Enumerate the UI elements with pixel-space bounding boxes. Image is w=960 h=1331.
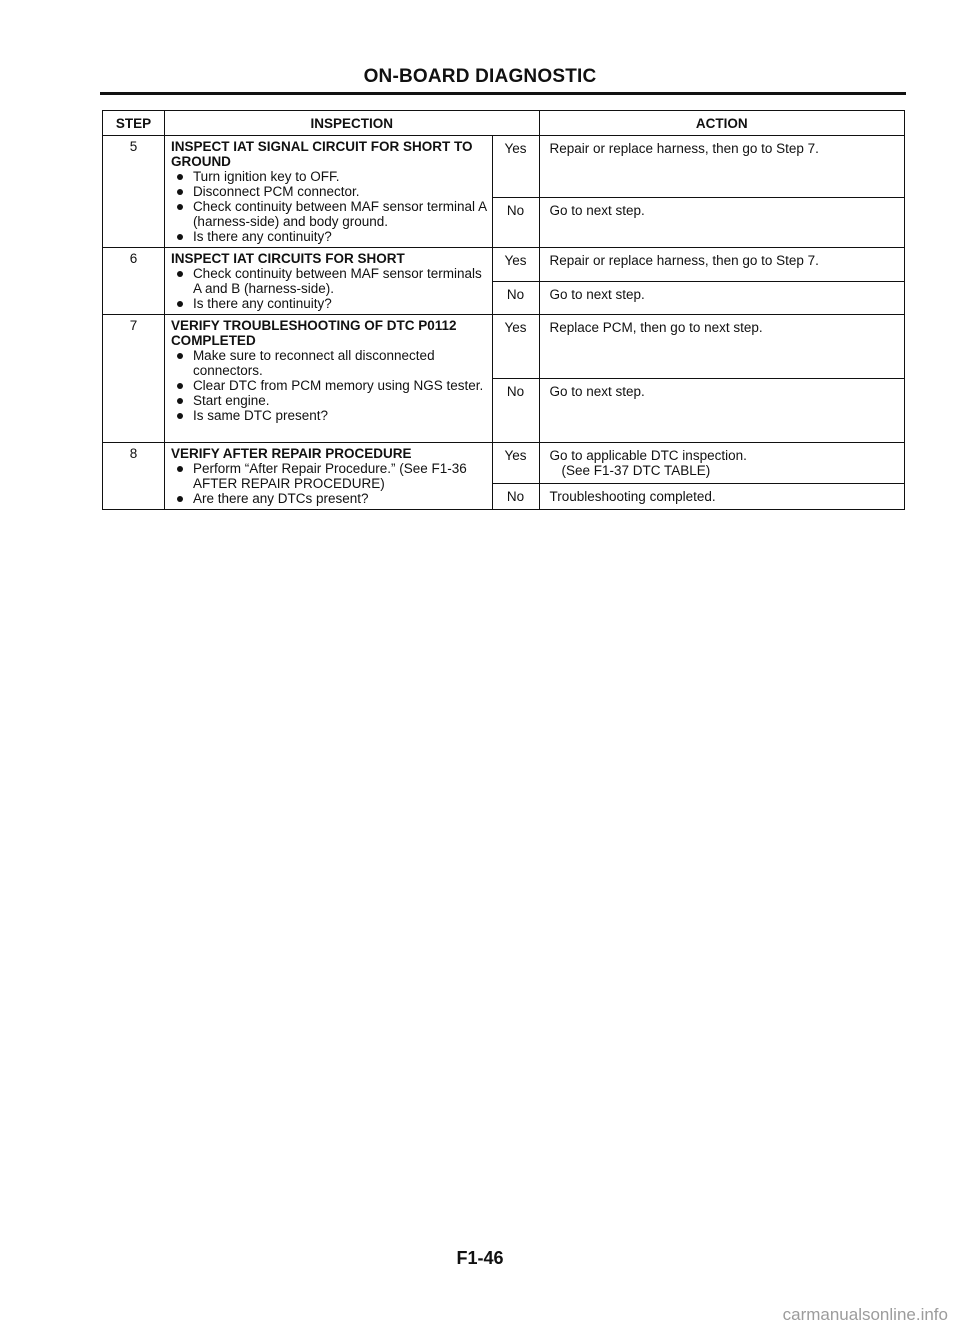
check-item: Start engine. bbox=[171, 393, 488, 408]
check-item: Check continuity between MAF sensor terminal A (harness-side) and body ground. bbox=[171, 199, 488, 229]
inspection-checklist bbox=[171, 348, 488, 423]
table-row bbox=[103, 315, 905, 379]
inspection-cell bbox=[164, 136, 492, 248]
watermark: carmanualsonline.info bbox=[782, 1305, 948, 1324]
action-text: Go to next step. bbox=[549, 384, 645, 399]
inspection-cell bbox=[164, 315, 492, 443]
step-number: 6 bbox=[103, 248, 165, 315]
action-cell bbox=[539, 379, 905, 443]
check-item: Is same DTC present? bbox=[171, 408, 488, 423]
inspection-cell bbox=[164, 248, 492, 315]
action-text: Go to next step. bbox=[549, 202, 645, 218]
inspection-title: VERIFY AFTER REPAIR PROCEDURE bbox=[170, 446, 412, 461]
step-number: 8 bbox=[103, 443, 165, 510]
inspection-cell bbox=[164, 443, 492, 510]
action-text: Go to applicable DTC inspection. bbox=[549, 448, 747, 463]
answer-cell: No bbox=[492, 379, 539, 443]
column-header-inspection: INSPECTION bbox=[164, 111, 539, 136]
page-number: F1-46 bbox=[456, 1248, 504, 1268]
action-text: Replace PCM, then go to next step. bbox=[549, 320, 763, 335]
inspection-checklist bbox=[171, 266, 488, 311]
answer-cell: Yes bbox=[492, 443, 539, 484]
title-divider bbox=[100, 92, 906, 95]
check-item: Clear DTC from PCM memory using NGS tester. bbox=[171, 378, 488, 393]
action-cell bbox=[539, 282, 905, 315]
answer-cell: No bbox=[492, 197, 539, 247]
action-cell bbox=[539, 484, 905, 510]
inspection-checklist bbox=[171, 169, 488, 244]
answer-cell: No bbox=[492, 282, 539, 315]
inspection-checklist bbox=[171, 461, 488, 506]
column-header-step: STEP bbox=[103, 111, 165, 136]
check-item: Turn ignition key to OFF. bbox=[171, 169, 488, 184]
action-text: Repair or replace harness, then go to Step 7. bbox=[549, 141, 819, 156]
page-title: ON-BOARD DIAGNOSTIC bbox=[363, 66, 597, 87]
check-item: Perform “After Repair Procedure.” (See F1-36 AFTER REPAIR PROCEDURE) bbox=[171, 461, 488, 491]
answer-cell: No bbox=[492, 484, 539, 510]
action-cell bbox=[539, 443, 905, 484]
step-number: 5 bbox=[103, 136, 165, 248]
table-body bbox=[103, 136, 905, 510]
inspection-title: INSPECT IAT CIRCUITS FOR SHORT bbox=[170, 251, 405, 266]
answer-cell: Yes bbox=[492, 315, 539, 379]
action-cell bbox=[539, 248, 905, 282]
action-cell bbox=[539, 136, 905, 198]
diagnostic-table bbox=[102, 110, 905, 510]
check-item: Is there any continuity? bbox=[171, 229, 488, 244]
check-item: Disconnect PCM connector. bbox=[171, 184, 488, 199]
action-note: (See F1-37 DTC TABLE) bbox=[561, 463, 711, 478]
action-text: Troubleshooting completed. bbox=[549, 489, 716, 505]
answer-cell: Yes bbox=[492, 248, 539, 282]
step-number: 7 bbox=[103, 315, 165, 443]
table-row bbox=[103, 248, 905, 282]
column-header-action: ACTION bbox=[539, 111, 905, 136]
table-row bbox=[103, 443, 905, 484]
action-text: Go to next step. bbox=[549, 287, 645, 303]
action-cell bbox=[539, 315, 905, 379]
check-item: Is there any continuity? bbox=[171, 296, 488, 311]
action-cell bbox=[539, 197, 905, 247]
inspection-title: VERIFY TROUBLESHOOTING OF DTC P0112 COMPLETED bbox=[170, 318, 457, 348]
check-item: Check continuity between MAF sensor terminals A and B (harness-side). bbox=[171, 266, 488, 296]
check-item: Make sure to reconnect all disconnected connectors. bbox=[171, 348, 488, 378]
table-row bbox=[103, 136, 905, 198]
inspection-title: INSPECT IAT SIGNAL CIRCUIT FOR SHORT TO GROUND bbox=[170, 139, 473, 169]
answer-cell: Yes bbox=[492, 136, 539, 198]
check-item: Are there any DTCs present? bbox=[171, 491, 488, 506]
action-text: Repair or replace harness, then go to Step 7. bbox=[549, 253, 819, 268]
table-header-row bbox=[103, 111, 905, 136]
